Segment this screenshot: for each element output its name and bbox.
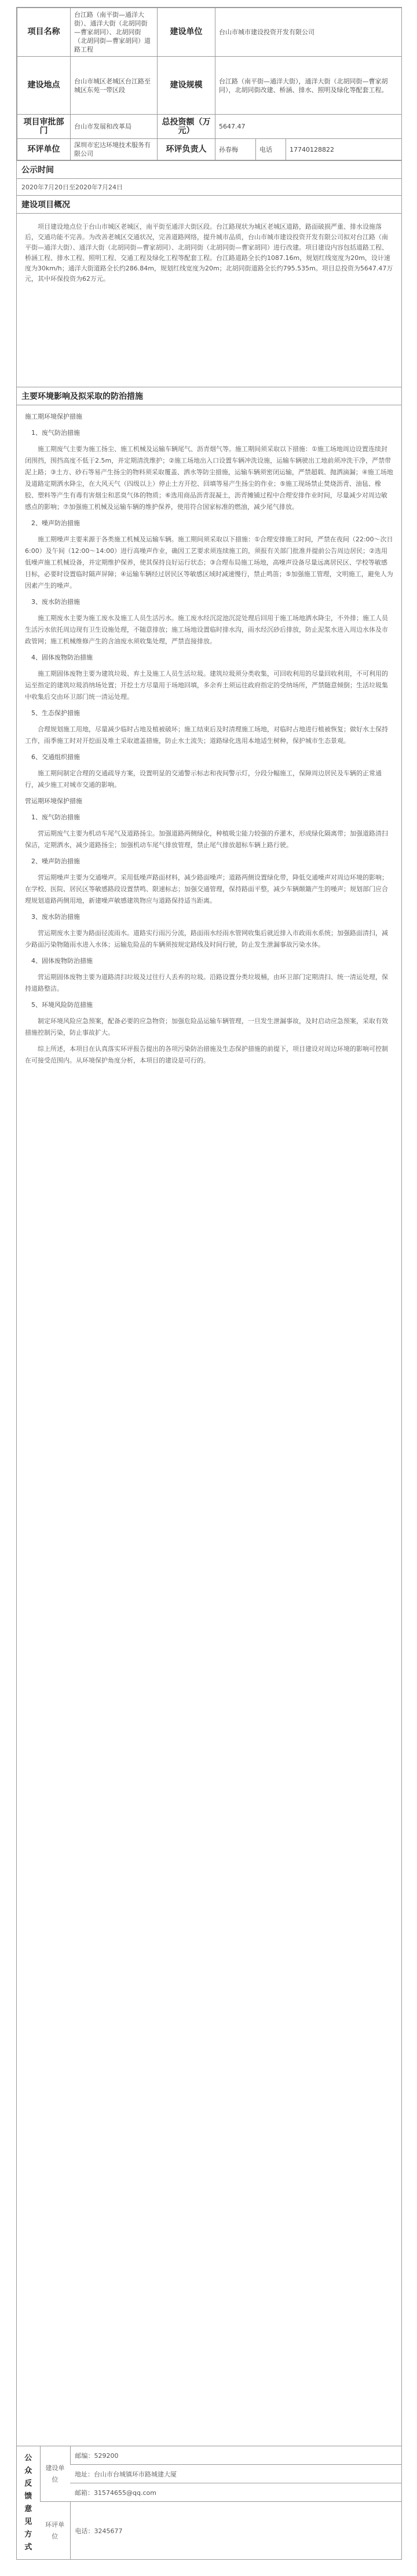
eia-contact-label: 环评负责人 xyxy=(158,139,215,160)
eia-unit-value: 深圳市宏达环境技术服务有限公司 xyxy=(71,139,158,160)
email-row xyxy=(70,2483,401,2502)
measure-subtitle: 1、废气防治措施 xyxy=(31,429,80,437)
project-name-label: 项目名称 xyxy=(17,8,71,57)
eia-phone-value: 3245677 xyxy=(94,2527,123,2535)
measure-subtitle: 2、噪声防治措施 xyxy=(31,519,80,527)
approval-value: 台山市发展和改革局 xyxy=(71,115,158,139)
conclusion-paragraph: 综上所述，本项目在认真落实环评报告提出的各项污染防治措施及生态保护措施的前提下，项目建设对周边环境的影响可控制在可接受范围内。从环境保护角度分析，本项目的建设是可行的。 xyxy=(25,1045,388,1064)
measure-subtitle: 5、环境风险防范措施 xyxy=(31,1001,93,1009)
builder-label: 建设单位 xyxy=(158,8,215,57)
measure-paragraph: 施工期废水主要为施工废水及施工人员生活污水。施工废水经沉淀池沉淀处理后回用于施工场地洒水降尘，不外排；施工人员生活污水依托周边现有卫生设施处理，不随意排放；施工场地设置临时排水沟，雨水经沉砂后排放，防止泥浆水进入周边水体及市政管网；施工机械维修产生的含油废水须收集处理，严禁直接排放。 xyxy=(25,614,388,645)
email-label: 邮箱： xyxy=(75,2489,94,2497)
publicity-time-value: 2020年7月20日至2020年7月24日 xyxy=(17,178,401,195)
scale-value: 台江路（南平街—通洋大街），通洋大街（北胡同街—曹家胡同），北胡同街改建、桥涵、排水、照明及绿化等配套工程。 xyxy=(215,57,402,115)
phone-label: 电话 xyxy=(256,139,286,160)
overview-title: 建设项目概况 xyxy=(17,195,401,213)
eia-phone-row xyxy=(70,2502,401,2560)
eia-contact-value: 孙春梅 xyxy=(215,139,256,160)
measure-paragraph: 营运期固体废物主要为道路清扫垃圾及过往行人丢弃的垃圾。沿路设置分类垃圾桶，由环卫部门定期清扫、统一清运处理，保持道路整洁。 xyxy=(25,973,388,992)
publicity-sheet xyxy=(16,7,402,2560)
project-name-value: 台江路（南平街—通洋大街）、通洋大街（北胡同街—曹家胡同）、北胡同街（北胡同街—曹家胡同）道路工程 xyxy=(71,8,158,57)
construction-heading: 施工期环境保护措施 xyxy=(25,413,82,420)
measure-paragraph: 施工期固体废物主要为建筑垃圾、弃土及施工人员生活垃圾。建筑垃圾须分类收集，可回收利用的尽量回收利用，不可利用的运至指定的建筑垃圾消纳场处置；开挖土方尽量用于场地回填，多余弃土须运往政府指定的受纳场所，严禁随意倾倒；生活垃圾集中收集后交由环卫部门统一清运处理。 xyxy=(25,670,388,701)
measure-subtitle: 3、废水防治措施 xyxy=(31,913,80,921)
measure-paragraph: 合理规划施工用地，尽量减少临时占地及植被破坏；施工结束后及时清理施工场地，对临时占地进行植被恢复；做好水土保持工作，雨季施工时对开挖面及堆土采取遮盖措施，防止水土流失；道路绿化选用本地适生树种，保护城市生态景观。 xyxy=(25,725,388,745)
measure-subtitle: 6、交通组织措施 xyxy=(31,753,80,761)
investment-value: 5647.47 xyxy=(215,115,402,139)
eia-unit-label: 环评单位 xyxy=(17,139,71,160)
measures-body xyxy=(17,405,401,2446)
measure-subtitle: 5、生态保护措施 xyxy=(31,709,80,717)
measure-subtitle: 2、噪声防治措施 xyxy=(31,858,80,865)
measure-paragraph: 施工期噪声主要来源于各类施工机械及运输车辆。施工期间须采取以下措施：①合理安排施工时间，严禁在夜间（22:00～次日6:00）及午间（12:00～14:00）进行高噪声作业，确因工艺要求须连续施工的，须报有关部门批准并提前公告周边居民；②选用低噪声施工机械设备，并定期维护保养，使其保持良好运行状态；③合理布局施工场地，高噪声设备尽量远离居民区、学校等敏感目标，必要时设置临时隔声屏障；④运输车辆经过居民区等敏感区域时减速慢行，禁止鸣笛；⑤加强施工管理，文明施工，避免人为因素产生的噪声。 xyxy=(25,536,393,589)
address-value: 台山市台城镇环市路城建大厦 xyxy=(94,2470,177,2478)
measure-paragraph: 制定环境风险应急预案，配备必要的应急物资；加强危险品运输车辆管理，一旦发生泄漏事故，及时启动应急预案，采取有效措施控制污染，防止事故扩大。 xyxy=(25,1017,388,1036)
email-value: 31574655@qq.com xyxy=(94,2489,156,2497)
operation-heading: 营运期环境保护措施 xyxy=(25,797,82,805)
address-label: 地址： xyxy=(75,2470,94,2478)
location-label: 建设地点 xyxy=(17,57,71,115)
measure-paragraph: 营运期噪声主要为交通噪声。采用低噪声路面材料，减少路面噪声；道路两侧设置绿化带，降低交通噪声对周边环境的影响；在学校、医院、居民区等敏感路段设置禁鸣、限速标志；加强交通管理，保持路面平整，减少车辆颠簸产生的噪声；规划部门应合理规划道路两侧用地，新建噪声敏感建筑物应与道路保持适当距离。 xyxy=(25,874,388,904)
eia-phone-label: 电话： xyxy=(75,2527,94,2535)
eia-contact-unit-label: 环评单位 xyxy=(40,2502,70,2560)
measure-subtitle: 1、废气防治措施 xyxy=(31,814,80,821)
publicity-time-label: 公示时间 xyxy=(17,160,401,178)
approval-label: 项目审批部门 xyxy=(17,115,71,139)
measure-paragraph: 施工期间制定合理的交通疏导方案，设置明显的交通警示标志和夜间警示灯，分段分幅施工，保障周边居民及车辆的正常通行，减少施工对城市交通的影响。 xyxy=(25,769,382,789)
builder-contact-label: 建设单位 xyxy=(40,2446,70,2502)
measures-title: 主要环境影响及拟采取的防治措施 xyxy=(17,387,401,405)
measure-paragraph: 营运期废水主要为路面径流雨水。道路实行雨污分流，路面雨水经雨水管网收集后就近排入市政雨水系统；加强路面清扫，减少路面污染物随雨水进入水体；运输危险品的车辆须按规定路线及时间行驶，防止发生泄漏事故污染水体。 xyxy=(25,929,388,948)
investment-label: 总投资额（万元） xyxy=(158,115,215,139)
overview-text: 项目建设地点位于台山市城区老城区，南平街至通洋大街区段。台江路现状为城区老城区道路，路面破损严重、排水设施落后，交通功能不完善。为改善老城区交通状况，完善道路网络，提升城市品质，台山市城市建设投资开发有限公司拟对台江路（南平街—通洋大街）、通洋大街（北胡同街—曹家胡同）、北胡同街（北胡同街—曹家胡同）进行改建。项目建设内容包括道路工程、桥涵工程、排水工程、照明工程、交通工程及绿化工程等配套工程。台江路道路全长约1087.16m，规划红线宽度为20m，设计速度为30km/h；通洋大街道路全长约286.84m，规划红线宽度为20m；北胡同街道路全长约795.535m。项目总投资为5647.47万元，其中环保投资为62万元。 xyxy=(17,213,401,387)
postcode-label: 邮编： xyxy=(75,2452,94,2460)
measure-paragraph: 施工期废气主要为施工扬尘、施工机械及运输车辆尾气、沥青烟气等。施工期间须采取以下措施：①施工场地周边设置连续封闭围挡，围挡高度不低于2.5m，并定期清洗维护；②施工场地出入口设置车辆冲洗设施，运输车辆驶出工地前须冲洗干净，严禁带泥上路；③土方、砂石等易产生扬尘的物料须采取覆盖、洒水等防尘措施，运输车辆须密闭运输，严禁超载、抛洒滴漏；④施工场地及道路定期洒水降尘，在大风天气（四级以上）停止土方开挖、回填等易产生扬尘的作业；⑤施工现场禁止焚烧沥青、油毡、橡胶、塑料等产生有毒有害烟尘和恶臭气体的物质；⑥选用商品沥青混凝土，沥青摊铺过程中合理安排作业时间，尽量减少对周边敏感点的影响；⑦加强施工机械及运输车辆的维护保养，使用符合国家标准的燃油，减少尾气排放。 xyxy=(25,445,393,511)
measure-subtitle: 3、废水防治措施 xyxy=(31,598,80,606)
location-value: 台山市城区老城区台江路至城区东苑一带区段 xyxy=(71,57,158,115)
scale-label: 建设规模 xyxy=(158,57,215,115)
measure-paragraph: 营运期废气主要为机动车尾气及道路扬尘。加强道路两侧绿化，种植吸尘能力较强的乔灌木，形成绿化隔离带；加强道路清扫保洁，定期洒水，减少道路扬尘；加强机动车尾气排放管理，禁止尾气排放超标车辆上路行驶。 xyxy=(25,830,388,849)
measure-subtitle: 4、固体废物防治措施 xyxy=(31,654,93,661)
measure-subtitle: 4、固体废物防治措施 xyxy=(31,957,93,965)
feedback-table xyxy=(17,2446,401,2560)
phone-value: 17740128822 xyxy=(286,139,402,160)
public-feedback-label: 公众反馈意见方式 xyxy=(17,2446,40,2560)
project-info-table xyxy=(17,8,402,160)
postcode-row xyxy=(70,2446,401,2465)
address-row xyxy=(70,2465,401,2483)
builder-value: 台山市城市建设投资开发有限公司 xyxy=(215,8,402,57)
postcode-value: 529200 xyxy=(94,2452,119,2460)
